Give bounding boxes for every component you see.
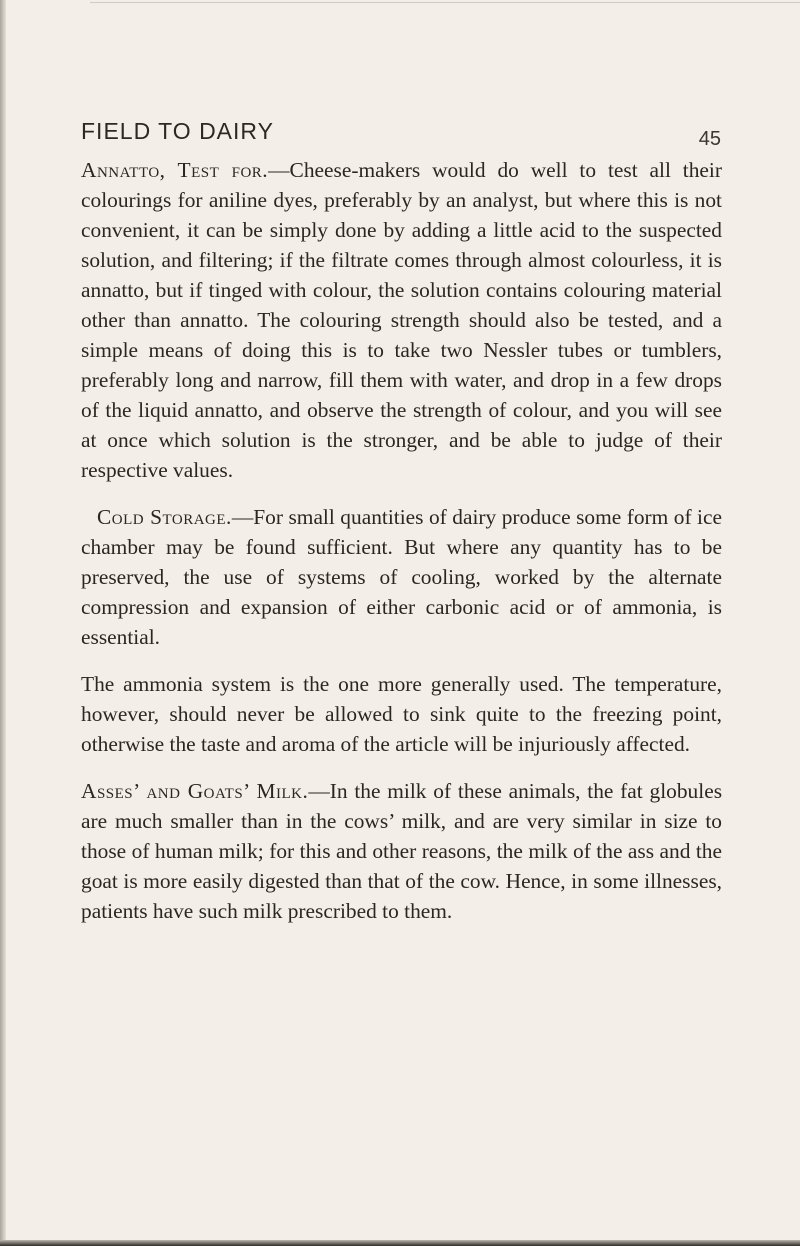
page-left-shadow [0,0,6,1246]
paragraph-asses-goats-milk-text: —In the milk of these animals, the fat globules are much smaller than in the cows’ milk, and are very similar in size to those of human milk; for this and other reasons, the milk of the ass and the goat is more easily digested than that of the cow. Hence, in some illnesses, patients have such milk prescribed to them. [81,779,723,923]
paragraph-annatto-text: —Cheese-makers would do well to test all their colourings for aniline dyes, preferably by an analyst, but where this is not convenient, it can be simply done by adding a little acid to the suspected solution, and filtering; if the filtrate comes through almost colourless, it is annatto, but if tinged with colour, the solution contains colouring material other than annatto. The colouring strength should also be tested, and a simple means of doing this is to take two Nessler tubes or tumblers, preferably long and narrow, fill them with water, and drop in a few drops of the liquid annatto, and observe the strength of colour, and you will see at once which solution is the stronger, and be able to judge of their respective values. [81,158,722,482]
section-heading-asses-goats-milk: Asses’ and Goats’ Milk. [81,779,309,803]
paragraph-annatto-test [81,155,722,485]
page-number: 45 [698,128,721,150]
paragraph-ammonia-system [81,669,722,759]
paragraph-cold-storage [81,502,722,652]
section-heading-cold-storage: Cold Storage. [97,505,232,529]
page-top-edge [90,2,800,3]
paragraph-ammonia-text: The ammonia system is the one more generally used. The temperature, however, should never be allowed to sink quite to the freezing point, otherwise the taste and aroma of the article will be injuriously affected. [81,672,722,756]
paragraph-asses-goats-milk [81,776,722,926]
page-body [81,155,722,926]
page-header [81,118,721,154]
paragraph-cold-storage-text: —For small quantities of dairy produce some form of ice chamber may be found sufficient. But where any quantity has to be preserved, the use of systems of cooling, worked by the alternate compression and expansion of either carbonic acid or of ammonia, is essential. [81,505,722,649]
section-heading-annatto: Annatto, Test for. [81,158,269,182]
page-bottom-shadow [0,1240,800,1246]
running-head: FIELD TO DAIRY [81,118,274,144]
